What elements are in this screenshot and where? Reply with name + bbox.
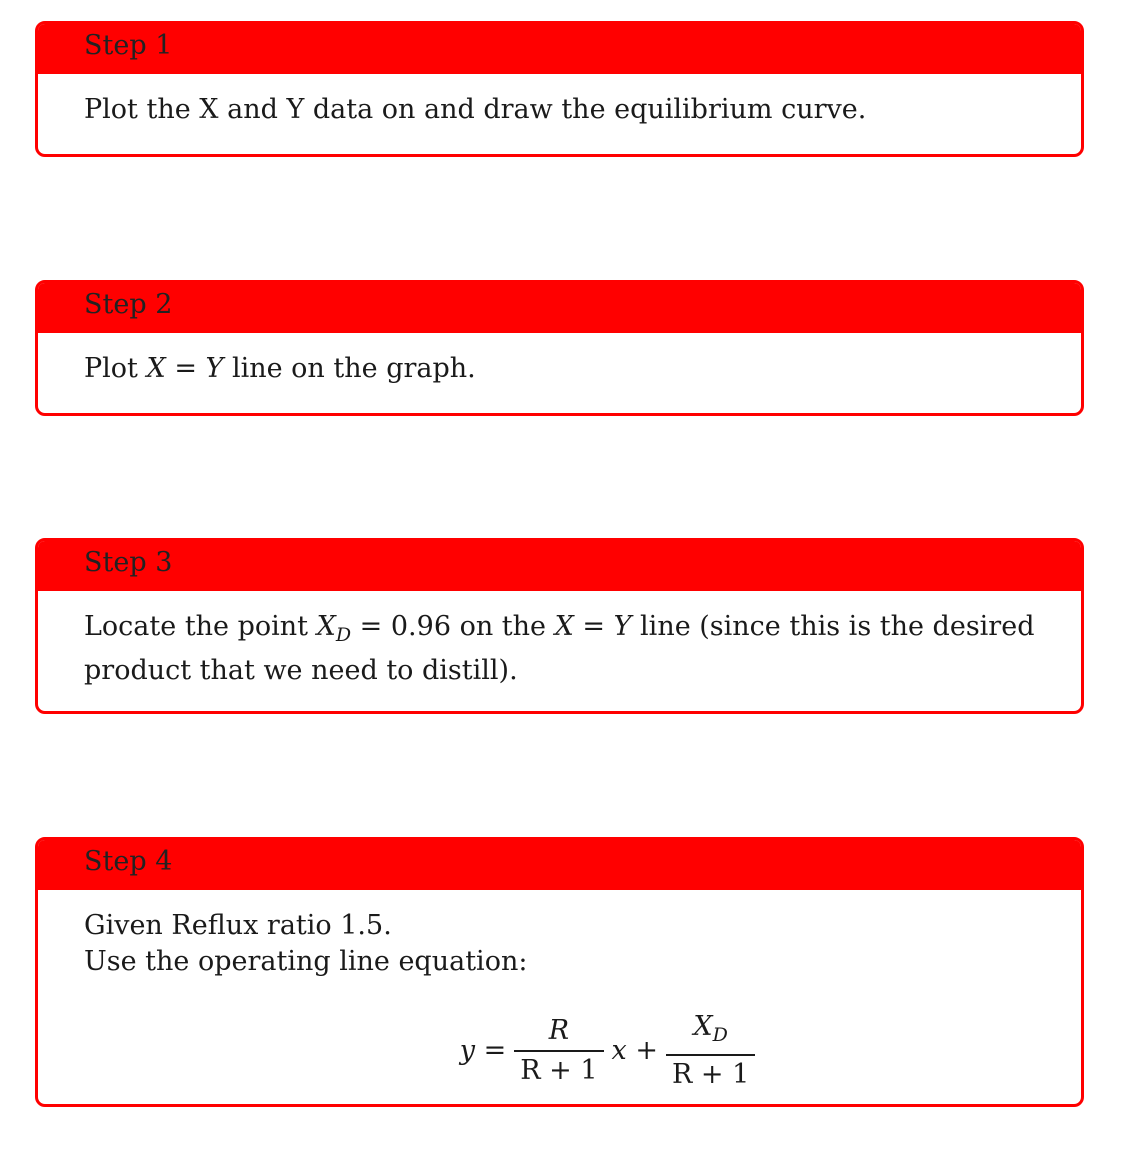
step-2-equals: = <box>165 353 206 384</box>
step-3-math-xd: X <box>316 611 336 642</box>
step-2-suffix: line on the graph. <box>223 353 476 384</box>
step-2-math-y: Y <box>205 353 224 384</box>
fraction-2-numerator-sub: D <box>712 1024 728 1046</box>
equation-mid: x + <box>611 1035 658 1066</box>
step-2-title: Step 2 <box>38 283 1081 333</box>
fraction-1-denominator: R + 1 <box>514 1050 603 1088</box>
step-2-prefix: Plot <box>84 353 147 384</box>
step-3-math-x: X <box>554 611 574 642</box>
step-3-equals: = <box>573 611 614 642</box>
step-4-text <box>38 890 1081 1092</box>
step-2-box <box>35 280 1084 416</box>
step-3-text-c: line (since this is the desired product that we need to distill). <box>84 611 1035 686</box>
step-1-title: Step 1 <box>38 24 1081 74</box>
step-3-sub-d: D <box>335 624 352 646</box>
fraction-1-numerator: R <box>548 1015 570 1046</box>
step-4-line-2: Use the operating line equation: <box>84 946 528 977</box>
step-3-box <box>35 538 1084 714</box>
step-2-text <box>38 333 1081 387</box>
fraction-2-denominator: R + 1 <box>666 1054 755 1092</box>
step-1-instruction: Plot the X and Y data on and draw the equilibrium curve. <box>84 94 867 125</box>
step-3-title: Step 3 <box>38 541 1081 591</box>
step-3-text-a: Locate the point <box>84 611 317 642</box>
equation-lhs: y = <box>459 1035 507 1066</box>
step-4-line-1: Given Reflux ratio 1.5. <box>84 910 392 941</box>
step-1-text <box>38 74 1081 128</box>
step-3-text-b: = 0.96 on the <box>351 611 555 642</box>
step-4-title: Step 4 <box>38 840 1081 890</box>
fraction-2-numerator-var: X <box>693 1011 713 1042</box>
fraction-2-numerator <box>687 1010 733 1054</box>
step-3-math-y: Y <box>613 611 632 642</box>
operating-line-equation <box>84 1010 1051 1092</box>
step-2-math-x: X <box>146 353 166 384</box>
step-4-box <box>35 837 1084 1107</box>
equation-fraction-2 <box>666 1010 755 1092</box>
step-3-text <box>38 591 1081 689</box>
equation-fraction-1 <box>514 1014 603 1088</box>
step-1-box <box>35 21 1084 157</box>
